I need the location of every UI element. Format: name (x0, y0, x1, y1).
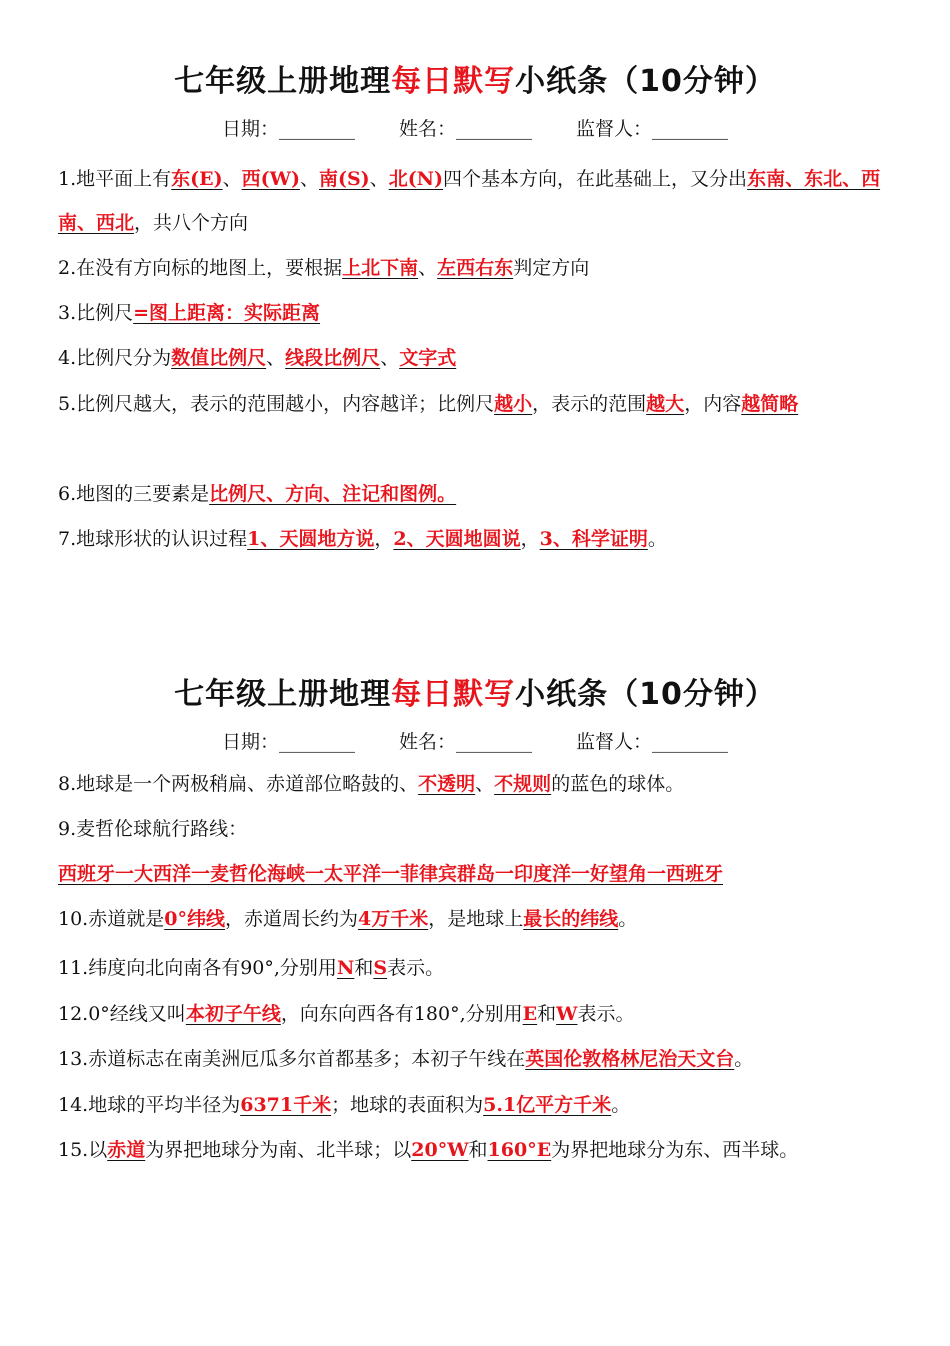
question-text: 3.比例尺 (58, 302, 134, 324)
answer-text: 20°W (411, 1139, 469, 1161)
question-text: ；地球的表面积为 (331, 1094, 484, 1116)
header-fields (0, 727, 950, 757)
question-11 (58, 946, 898, 990)
worksheet-title: 七年级上册地理每日默写小纸条（10分钟） (174, 677, 776, 712)
question-text: 、 (418, 257, 438, 279)
worksheet-1 (0, 62, 950, 144)
answer-text: =图上距离：实际距离 (133, 302, 321, 324)
name-field[interactable]: 姓名：________ (398, 731, 532, 753)
header-fields (0, 114, 950, 144)
date-field[interactable]: 日期：________ (221, 731, 355, 753)
supervisor-field[interactable]: 监督人：________ (576, 118, 729, 140)
question-text: 4.比例尺分为 (58, 347, 172, 369)
question-6 (58, 472, 898, 516)
answer-text: 3、科学证明 (539, 528, 648, 550)
answer-text: 西(W) (241, 168, 300, 190)
worksheet-title: 七年级上册地理每日默写小纸条（10分钟） (174, 64, 776, 99)
question-text: 8.地球是一个两极稍扁、赤道部位略鼓的、 (58, 773, 419, 795)
answer-text: 西班牙一大西洋一麦哲伦海峡一太平洋一菲律宾群岛一印度洋一好望角一西班牙 (58, 863, 724, 885)
question-text: 6.地图的三要素是 (58, 483, 210, 505)
question-text: 2.在没有方向标的地图上，要根据 (58, 257, 343, 279)
question-3 (58, 291, 898, 335)
date-field[interactable]: 日期：________ (221, 118, 355, 140)
answer-text: 1、天圆地方说 (247, 528, 375, 550)
question-text: 、 (380, 347, 400, 369)
question-text: 7.地球形状的认识过程 (58, 528, 248, 550)
question-text: ，共八个方向 (134, 212, 249, 234)
answer-text: 左西右东 (437, 257, 514, 279)
name-field[interactable]: 姓名：________ (398, 118, 532, 140)
question-text: 和 (468, 1139, 488, 1161)
question-12 (58, 992, 898, 1036)
question-5 (58, 382, 898, 426)
question-text: 。 (618, 908, 638, 930)
question-text: 10.赤道就是 (58, 908, 165, 930)
answer-text: 赤道 (107, 1139, 146, 1161)
question-text: 。 (647, 528, 667, 550)
answer-text: E (522, 1003, 538, 1025)
question-10 (58, 897, 898, 941)
question-text: 、 (299, 168, 319, 190)
answer-text: 最长的纬线 (523, 908, 619, 930)
question-text: 表示。 (387, 957, 445, 979)
question-text: ，赤道周长约为 (224, 908, 358, 930)
question-text: 。 (611, 1094, 631, 1116)
question-text: 13.赤道标志在南美洲厄瓜多尔首都基多；本初子午线在 (58, 1048, 526, 1070)
answer-text: S (373, 957, 388, 979)
question-text: 判定方向 (513, 257, 590, 279)
answer-text: 比例尺、方向、注记和图例。 (209, 483, 457, 505)
question-text: 四个基本方向，在此基础上，又分出 (443, 168, 748, 190)
question-text: 。 (734, 1048, 754, 1070)
question-9-answer (58, 852, 898, 896)
question-text: 为界把地球分为南、北半球；以 (145, 1139, 412, 1161)
question-text: 11.纬度向北向南各有90°,分别用 (58, 957, 337, 979)
answer-text: 越简略 (741, 393, 799, 415)
answer-text: 南(S) (318, 168, 370, 190)
answer-text: 0°纬线 (164, 908, 225, 930)
question-text: 、 (266, 347, 286, 369)
question-15 (58, 1128, 898, 1172)
answer-text: 160°E (487, 1139, 552, 1161)
question-4 (58, 336, 898, 380)
answer-text: 越小 (494, 393, 533, 415)
question-text: 12.0°经线又叫 (58, 1003, 186, 1025)
answer-text: 北(N) (388, 168, 444, 190)
question-text: 15.以 (58, 1139, 108, 1161)
question-text: 5.比例尺越大，表示的范围越小，内容越详；比例尺 (58, 393, 495, 415)
answer-text: 不透明 (418, 773, 476, 795)
answer-text: 东南、东北、西南、西北 (58, 168, 881, 234)
question-text: 、 (222, 168, 242, 190)
question-text: ，是地球上 (428, 908, 524, 930)
question-text: ， (520, 528, 540, 550)
answer-text: W (556, 1003, 578, 1025)
question-text: 14.地球的平均半径为 (58, 1094, 241, 1116)
answer-text: 上北下南 (342, 257, 419, 279)
answer-text: 5.1亿平方千米 (483, 1094, 612, 1116)
question-text: 9.麦哲伦球航行路线： (58, 818, 248, 840)
answer-text: 本初子午线 (185, 1003, 281, 1025)
answer-text: 4万千米 (357, 908, 429, 930)
answer-text: 6371千米 (240, 1094, 332, 1116)
question-8 (58, 762, 898, 806)
question-text: 为界把地球分为东、西半球。 (551, 1139, 799, 1161)
question-text: ，向东向西各有180°,分别用 (280, 1003, 523, 1025)
answer-text: 不规则 (494, 773, 552, 795)
question-text: 、 (475, 773, 495, 795)
supervisor-field[interactable]: 监督人：________ (576, 731, 729, 753)
question-9 (58, 807, 898, 851)
question-7 (58, 517, 898, 561)
worksheet-2 (0, 675, 950, 757)
answer-text: 文字式 (399, 347, 457, 369)
question-text: 表示。 (577, 1003, 635, 1025)
answer-text: 2、天圆地圆说 (393, 528, 521, 550)
question-text: 和 (354, 957, 374, 979)
answer-text: 东(E) (171, 168, 223, 190)
question-13 (58, 1037, 898, 1081)
question-2 (58, 246, 898, 290)
question-text: ，表示的范围 (532, 393, 647, 415)
question-text: ，内容 (684, 393, 742, 415)
answer-text: N (336, 957, 355, 979)
question-text: 和 (537, 1003, 557, 1025)
question-1 (58, 157, 898, 245)
question-text: ， (374, 528, 394, 550)
answer-text: 数值比例尺 (171, 347, 267, 369)
question-text: 、 (369, 168, 389, 190)
answer-text: 越大 (646, 393, 685, 415)
question-text: 的蓝色的球体。 (551, 773, 685, 795)
question-text: 1.地平面上有 (58, 168, 172, 190)
answer-text: 英国伦敦格林尼治天文台 (525, 1048, 735, 1070)
answer-text: 线段比例尺 (285, 347, 381, 369)
question-14 (58, 1083, 898, 1127)
